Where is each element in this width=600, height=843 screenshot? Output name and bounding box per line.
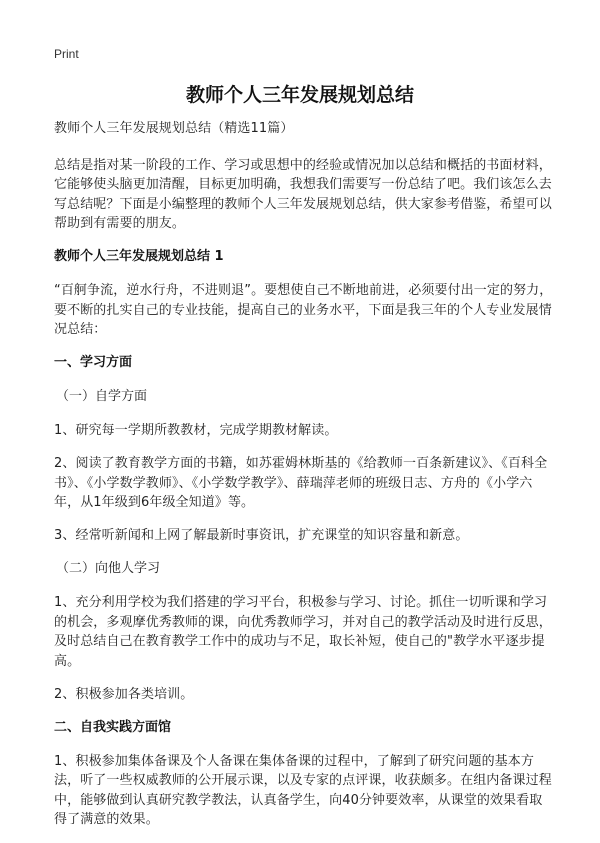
list-item: 1、充分利用学校为我们搭建的学习平台，积极参与学习、讨论。抓住一切听课和学习的机会，多观摩优秀教师的课，向优秀教师学习，并对自己的教学活动及时进行反思，及时总结自己在教育教学工作中的成功与不足，取长补短，使自己的"教学水平逐步提高。	[54, 595, 552, 669]
section-heading: 教师个人三年发展规划总结 1	[54, 249, 224, 264]
section-intro-paragraph: “百舸争流，逆水行舟，不进则退”。要想使自己不断地前进，必须要付出一定的努力，要不断的扎实自己的专业技能，提高自己的业务水平，下面是我三年的个人专业发展情况总结：	[54, 283, 553, 337]
list-item: 2、阅读了教育教学方面的书籍，如苏霍姆林斯基的《给教师一百条新建议》、《百科全书》、《小学数学教师》、《小学数学教学》、薛瑞萍老师的班级日志、方舟的《小学六年，从1年级到6年级全知道》等。	[54, 456, 548, 510]
subheading-self-study: （一）自学方面	[56, 389, 148, 404]
article-subtitle: 教师个人三年发展规划总结（精选11篇）	[54, 121, 294, 136]
subheading-learn-from-others: （二）向他人学习	[56, 561, 161, 576]
list-item: 1、积极参加集体备课及个人备课在集体备课的过程中，了解到了研究问题的基本方法，听了一些权威教师的公开展示课，以及专家的点评课，收获颇多。在组内备课过程中，能够做到认真研究教学教法，认真备学生，向40分钟要效率，从课堂的效果看取得了满意的效果。	[54, 753, 552, 827]
print-link[interactable]: Print	[54, 47, 79, 61]
part-heading-practice: 二、自我实践方面馆	[54, 719, 172, 735]
page-title: 教师个人三年发展规划总结	[185, 84, 414, 106]
list-item: 2、积极参加各类培训。	[54, 686, 194, 702]
list-item: 3、经常听新闻和上网了解最新时事资讯，扩充课堂的知识容量和新意。	[54, 528, 469, 543]
part-heading-study: 一、学习方面	[54, 355, 133, 370]
article-body	[54, 119, 554, 843]
intro-paragraph: 总结是指对某一阶段的工作、学习或思想中的经验或情况加以总结和概括的书面材料，它能够使头脑更加清醒，目标更加明确，我想我们需要写一份总结了吧。我们该怎么去写总结呢？下面是小编整理的教师个人三年发展规划总结，供大家参考借鉴，希望可以帮助到有需要的朋友。	[54, 157, 552, 231]
list-item: 1、研究每一学期所教教材，完成学期教材解读。	[54, 423, 338, 438]
